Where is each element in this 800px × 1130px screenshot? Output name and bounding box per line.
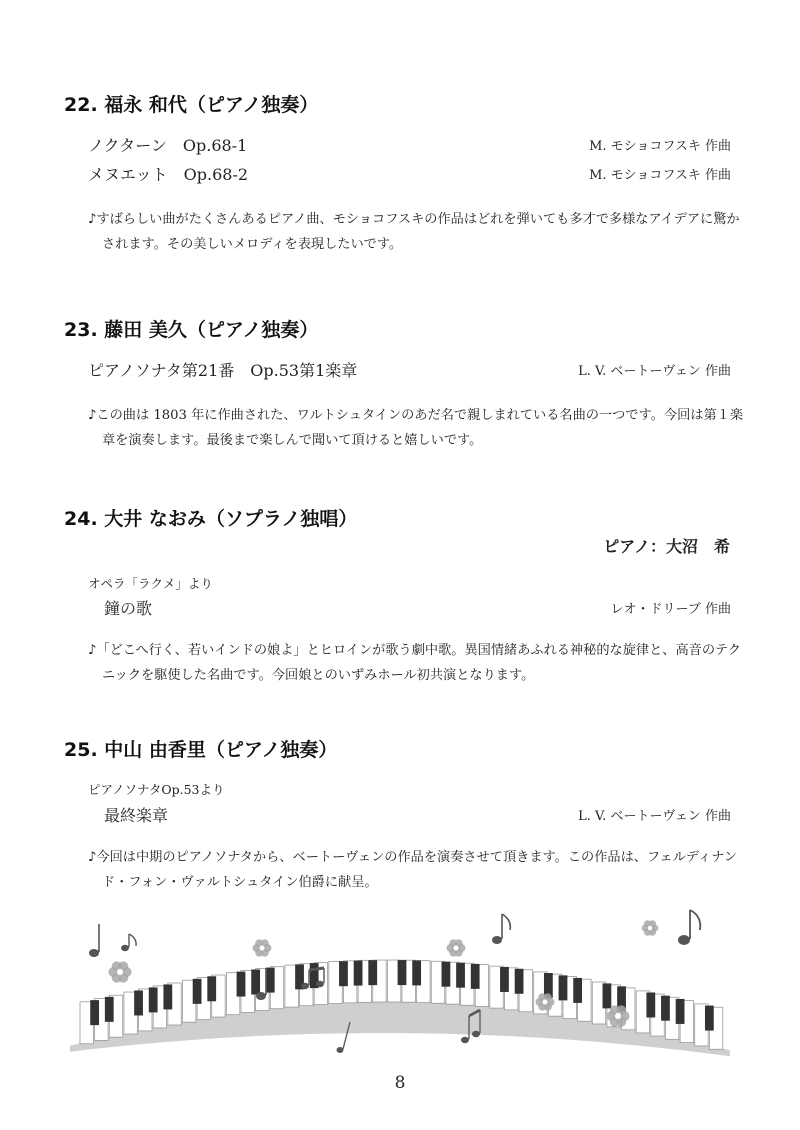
composer-credit: M. モショコフスキ 作曲	[589, 168, 731, 183]
program-note: ♪今回は中期のピアノソナタから、ベートーヴェンの作品を演奏させて頂きます。この作品は、フェルディナンド・フォン・ヴァルトシュタイン伯爵に献呈。	[88, 850, 737, 890]
flower-icon	[642, 920, 659, 936]
piece-row	[104, 803, 731, 827]
heading-23: 23. 藤田 美久（ピアノ独奏）	[64, 319, 319, 341]
black-key	[266, 968, 275, 993]
piano-keys	[70, 960, 730, 1056]
black-key	[559, 975, 568, 1000]
black-key	[149, 987, 158, 1012]
piece-row	[88, 358, 731, 382]
black-key	[456, 963, 465, 988]
flower-icon	[447, 939, 466, 956]
piece-title: 鐘の歌	[104, 599, 153, 618]
flower-icon	[253, 939, 272, 956]
black-key	[105, 997, 114, 1022]
piece-row	[88, 133, 731, 157]
black-key	[573, 978, 582, 1003]
black-key	[398, 960, 407, 985]
composer-credit: M. モショコフスキ 作曲	[589, 139, 731, 154]
composer-credit: L. V. ベートーヴェン 作曲	[578, 809, 731, 824]
composer-credit: L. V. ベートーヴェン 作曲	[578, 364, 731, 379]
black-key	[368, 960, 377, 985]
black-key	[646, 992, 655, 1017]
work-subtitle: オペラ「ラクメ」より	[88, 576, 213, 591]
program-note: ♪「どこへ行く、若いインドの娘よ」とヒロインが歌う劇中歌。異国情緒あふれる神秘的な旋律と、高音のテクニックを駆使した名曲です。今回娘とのいずみホール初共演となります。	[88, 643, 741, 683]
black-key	[90, 1000, 99, 1025]
piano-keyboard-illustration	[0, 900, 800, 1060]
heading-25: 25. 中山 由香里（ピアノ独奏）	[64, 739, 338, 761]
black-key	[339, 961, 348, 986]
black-key	[354, 961, 363, 986]
black-key	[207, 976, 216, 1001]
work-subtitle: ピアノソナタOp.53より	[88, 782, 225, 797]
black-key	[603, 983, 612, 1008]
black-key	[412, 960, 421, 985]
black-key	[500, 967, 509, 992]
black-key	[193, 979, 202, 1004]
piece-title: メヌエット Op.68-2	[88, 165, 249, 184]
accompanist: ピアノ：大沼 希	[603, 537, 730, 556]
black-key	[237, 972, 246, 997]
black-key	[515, 969, 524, 994]
black-key	[134, 990, 143, 1015]
eighth-note-icon	[492, 914, 510, 944]
page-number: 8	[394, 1073, 406, 1093]
black-key	[705, 1006, 714, 1031]
black-key	[661, 996, 670, 1021]
black-key	[471, 964, 480, 989]
eighth-note-icon	[89, 924, 99, 957]
program-note: ♪この曲は 1803 年に作曲された、ワルトシュタインのあだ名で親しまれている名曲の一つです。今回は第１楽章を演奏します。最後まで楽しんで聞いて頂けると嬉しいです。	[88, 408, 744, 448]
piece-title: ノクターン Op.68-1	[88, 136, 248, 155]
flower-icon	[108, 961, 131, 982]
piece-title: ピアノソナタ第21番 Op.53第1楽章	[88, 361, 358, 380]
piece-title: 最終楽章	[104, 806, 169, 825]
heading-24: 24. 大井 なおみ（ソプラノ独唱）	[64, 508, 358, 530]
piece-row	[88, 162, 731, 186]
black-key	[163, 984, 172, 1009]
heading-22: 22. 福永 和代（ピアノ独奏）	[64, 94, 319, 116]
black-key	[442, 962, 451, 987]
black-key	[251, 969, 260, 994]
black-key	[676, 999, 685, 1024]
piece-row	[104, 596, 731, 620]
eighth-note-icon	[678, 910, 700, 945]
eighth-note-icon	[121, 934, 136, 951]
composer-credit: レオ・ドリーブ 作曲	[610, 602, 731, 617]
program-note: ♪すばらしい曲がたくさんあるピアノ曲、モショコフスキの作品はどれを弾いても多才で多様なアイデアに驚かされます。その美しいメロディを表現したいです。	[88, 212, 740, 252]
